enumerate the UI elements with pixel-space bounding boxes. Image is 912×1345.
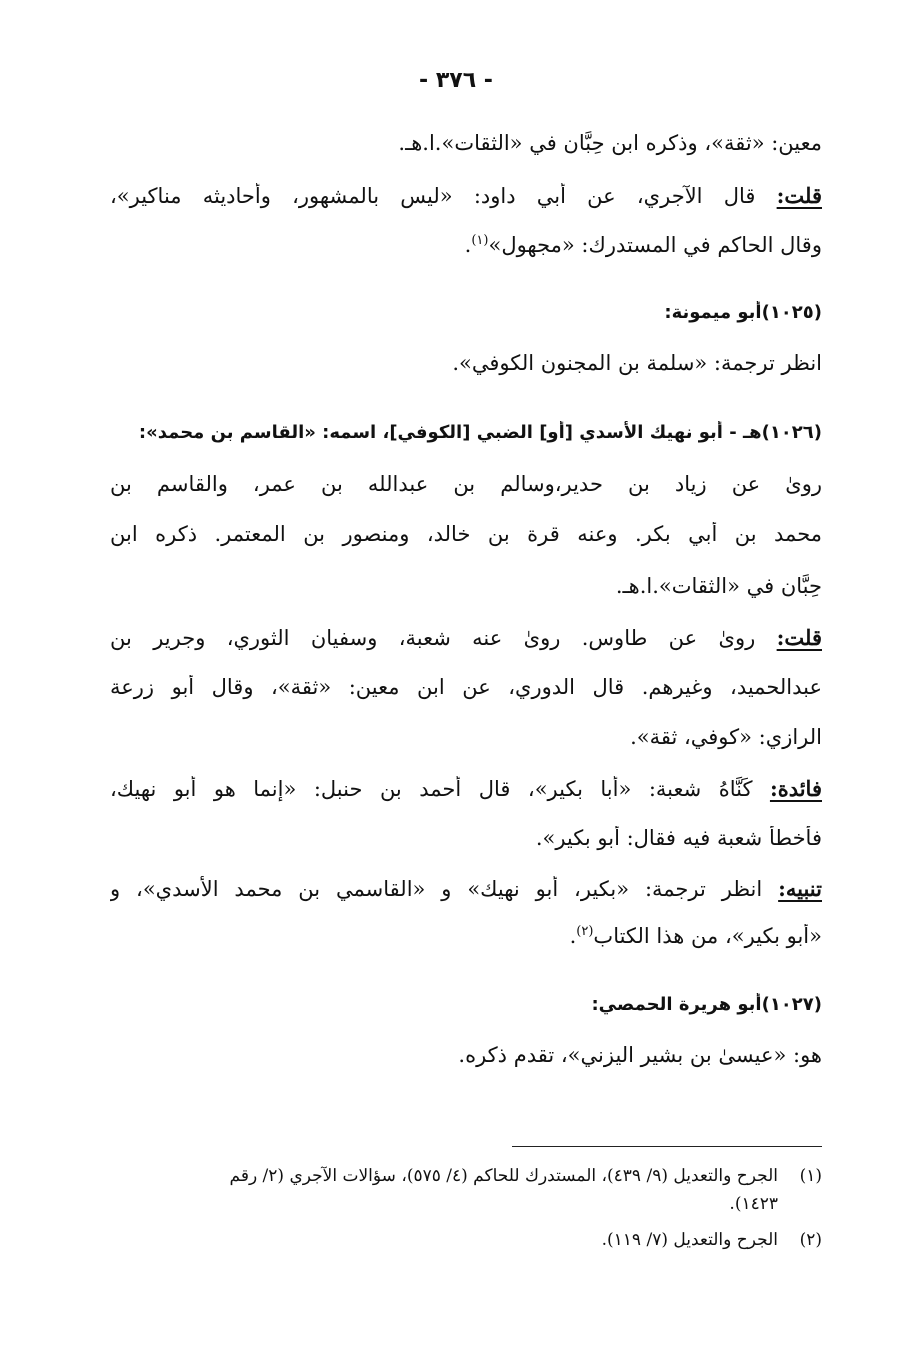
text-line: هو: «عيسىٰ بن بشير اليزني»، تقدم ذكره. — [458, 1043, 822, 1067]
text-line: الرازي: «كوفي، ثقة». — [630, 725, 822, 749]
footnote — [110, 1230, 822, 1251]
footnote-separator — [512, 1146, 822, 1147]
footnote — [110, 1194, 822, 1215]
text-line: روىٰ عن زياد بن حدير،وسالم بن عبدالله بن عمر، والقاسم بن — [110, 472, 822, 496]
text-span: «أبو بكير»، من هذا الكتاب — [593, 924, 822, 948]
text-line — [110, 233, 822, 258]
entry-heading: (١٠٢٦)هـ - أبو نهيك الأسدي [أو] الضبي [الكوفي]، اسمه: «القاسم بن محمد»: — [138, 422, 822, 443]
qult-label: قلت: — [776, 183, 822, 208]
text-span: . — [464, 233, 472, 257]
text-line — [110, 776, 822, 802]
text-line: معين: «ثقة»، وذكره ابن حِبَّان في «الثقات».ا.هـ. — [398, 131, 822, 155]
entry-heading: (١٠٢٧)أبو هريرة الحمصي: — [591, 994, 822, 1015]
footnote-text: ١٤٢٣). — [729, 1194, 778, 1214]
text-span: وقال الحاكم في المستدرك: «مجهول» — [488, 233, 822, 257]
footnote-text: الجرح والتعديل (٧/ ١١٩). — [601, 1230, 778, 1250]
faida-label: فائدة: — [769, 776, 822, 801]
text-line: انظر ترجمة: «سلمة بن المجنون الكوفي». — [452, 351, 822, 375]
footnote-number: (٢) — [799, 1230, 822, 1250]
text-line: محمد بن أبي بكر. وعنه قرة بن خالد، ومنصور بن المعتمر. ذكره ابن — [110, 522, 822, 546]
footnote-text: الجرح والتعديل (٩/ ٤٣٩)، المستدرك للحاكم (٤/ ٥٧٥)، سؤالات الآجري (٢/ رقم — [229, 1166, 778, 1186]
text-span: كَنَّاهُ شعبة: «أبا بكير»، قال أحمد بن حنبل: «إنما هو أبو نهيك، — [110, 777, 770, 801]
text-line — [110, 924, 822, 949]
text-line — [110, 625, 822, 651]
text-line: حِبَّان في «الثقات».ا.هـ. — [615, 574, 822, 598]
footnote-number: (١) — [799, 1166, 822, 1186]
text-line: عبدالحميد، وغيرهم. قال الدوري، عن ابن معين: «ثقة»، وقال أبو زرعة — [110, 675, 822, 699]
footnote-ref: (١) — [471, 233, 489, 248]
text-span: . — [569, 924, 577, 948]
entry-heading: (١٠٢٥)أبو ميمونة: — [664, 302, 822, 323]
text-line: فأخطأ شعبة فيه فقال: أبو بكير». — [535, 826, 822, 850]
text-span: انظر ترجمة: «بكير، أبو نهيك» و «القاسمي بن محمد الأسدي»، و — [110, 877, 779, 901]
tanbih-label: تنبيه: — [778, 876, 822, 901]
footnote-ref: (٢) — [576, 924, 594, 939]
text-span: قال الآجري، عن أبي داود: «ليس بالمشهور، وأحاديثه مناكير»، — [110, 184, 777, 208]
text-span: روىٰ عن طاوس. روىٰ عنه شعبة، وسفيان الثوري، وجرير بن — [110, 626, 777, 650]
qult-label: قلت: — [776, 625, 822, 650]
page-number: - ٣٧٦ - — [419, 68, 493, 93]
footnote — [110, 1166, 822, 1187]
text-line — [110, 876, 822, 902]
text-line — [110, 183, 822, 209]
